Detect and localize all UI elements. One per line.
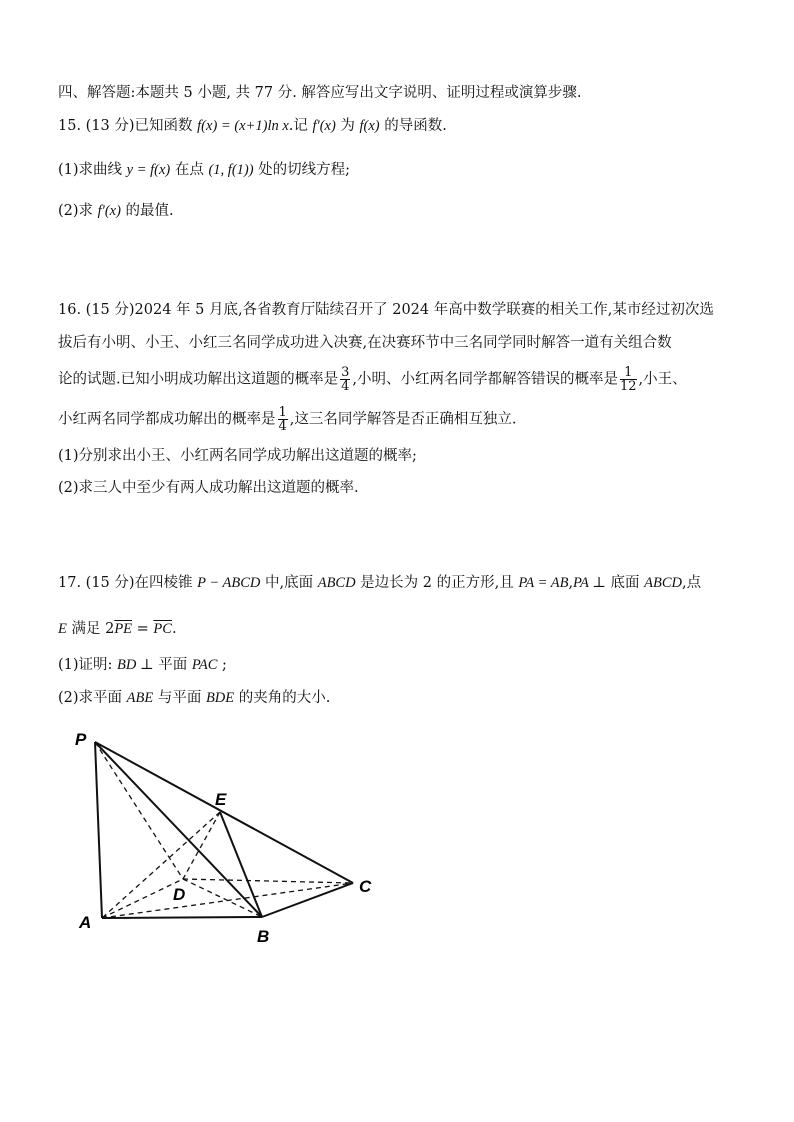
segment-ae [102, 812, 220, 918]
q16-text: 16. (15 分)2024 年 5 月底,各省教育厅陆续召开了 2024 年高中数学联赛的相关工作,某市经过初次选 [58, 302, 714, 318]
q15-part2 [58, 201, 174, 221]
q15-part1 [58, 160, 350, 180]
q17-text: , [568, 575, 574, 591]
q17-part1-text: ; [217, 657, 227, 673]
q16-line2 [58, 333, 672, 353]
q17-condition: PA = AB [518, 575, 569, 591]
q15-part2-text: (2)求 [58, 203, 98, 219]
fraction-3-4 [340, 366, 350, 393]
q16-text: 小红两名同学都成功解出的概率是 [58, 411, 276, 428]
vector-pe: $\overline{PE}$ [114, 621, 133, 637]
q16-part2 [58, 478, 359, 498]
label-a: A [79, 913, 92, 932]
label-d: D [173, 885, 186, 904]
edge-ab [102, 917, 262, 918]
vector-pc: $\overline{PC}$ [153, 621, 172, 637]
edge-pd [95, 742, 183, 879]
q17-part1-text: 平面 [153, 657, 192, 673]
q15-text: .记 [288, 118, 313, 134]
edge-pa [95, 742, 102, 918]
q17-base: ABCD [644, 575, 682, 591]
q17-part1-text: (1)证明: [58, 657, 118, 673]
section-heading-text: 四、解答题:本题共 5 小题, 共 77 分. 解答应写出文字说明、证明过程或演算步骤. [58, 85, 582, 101]
q17-base: ABCD [317, 575, 356, 591]
q16-part1 [58, 446, 417, 466]
q17-text: . [171, 621, 177, 637]
q17-part1 [58, 655, 227, 675]
segment-be [220, 812, 262, 917]
q17-text: 满足 2 [66, 621, 115, 637]
q16-line1 [58, 300, 714, 320]
q16-text: 论的试题.已知小明成功解出这道题的概率是 [58, 371, 339, 388]
q15-text: 为 [335, 118, 360, 134]
q15-function: f(x) = (x+1)ln x [197, 118, 289, 134]
q17-plane: ABE [126, 690, 154, 706]
q17-line2 [58, 619, 177, 639]
q16-text: ,这三名同学解答是否正确相互独立. [289, 411, 517, 428]
label-e: E [215, 790, 227, 809]
q17-plane: PAC [191, 657, 218, 673]
section-heading [58, 83, 582, 103]
pyramid-figure [70, 722, 390, 948]
fraction-1-12 [620, 366, 637, 393]
q15-part1-text: 处的切线方程; [253, 162, 351, 178]
q17-perpendicular: BD ⊥ [117, 657, 154, 673]
q16-text: ,小明、小红两名同学都解答错误的概率是 [352, 371, 618, 388]
fraction-numerator: 1 [620, 366, 637, 380]
q15-fx: f(x) [359, 118, 380, 134]
q15-part1-text: (1)求曲线 [58, 162, 127, 178]
segment-de [183, 812, 220, 879]
fraction-denominator: 4 [278, 419, 287, 434]
q15-part1-text: 在点 [170, 162, 209, 178]
q17-part2 [58, 688, 330, 708]
q17-text: ,点 [681, 575, 702, 591]
q17-line1 [58, 573, 701, 593]
q15-derivative: f′(x) [97, 203, 121, 219]
q17-point-e: E [58, 621, 67, 637]
fraction-denominator: 4 [341, 379, 350, 394]
fraction-1-4 [278, 406, 288, 433]
q17-text: 17. (15 分)在四棱锥 [58, 575, 198, 591]
fraction-numerator: 3 [341, 365, 350, 380]
q17-text: 是边长为 2 的正方形,且 [355, 575, 519, 591]
q16-part1-text: (1)分别求出小王、小红两名同学成功解出这道题的概率; [58, 448, 417, 464]
q15-text: 的导函数. [379, 118, 447, 134]
q15-point: (1, f(1)) [208, 162, 254, 178]
q17-pyramid: P − ABCD [197, 575, 261, 591]
label-b: B [257, 927, 270, 946]
label-c: C [359, 877, 372, 896]
q15-stem [58, 116, 447, 136]
edge-bc [262, 883, 353, 917]
label-p: P [75, 730, 87, 749]
q17-condition: PA ⊥ [573, 575, 606, 591]
fraction-numerator: 1 [278, 405, 287, 420]
edge-pc [95, 742, 353, 883]
q17-part2-text: (2)求平面 [58, 690, 127, 706]
q17-part2-text: 的夹角的大小. [234, 690, 331, 706]
q16-line4 [58, 406, 517, 433]
q15-part2-text: 的最值. [120, 203, 174, 219]
q17-text: = [132, 621, 154, 637]
q17-part2-text: 与平面 [153, 690, 206, 706]
q16-line3 [58, 366, 687, 393]
q17-plane: BDE [205, 690, 235, 706]
edge-dc [183, 879, 353, 883]
q16-part2-text: (2)求三人中至少有两人成功解出这道题的概率. [58, 480, 359, 496]
q17-text: 底面 [605, 575, 645, 591]
q16-text: ,小王、 [638, 371, 687, 388]
q15-derivative: f′(x) [312, 118, 336, 134]
q15-curve: y = f(x) [126, 162, 171, 178]
q15-text: 15. (13 分)已知函数 [58, 118, 198, 134]
q16-text: 拔后有小明、小王、小红三名同学成功进入决赛,在决赛环节中三名同学同时解答一道有关组合数 [58, 335, 672, 351]
fraction-denominator: 12 [620, 379, 637, 394]
q17-text: 中,底面 [260, 575, 318, 591]
